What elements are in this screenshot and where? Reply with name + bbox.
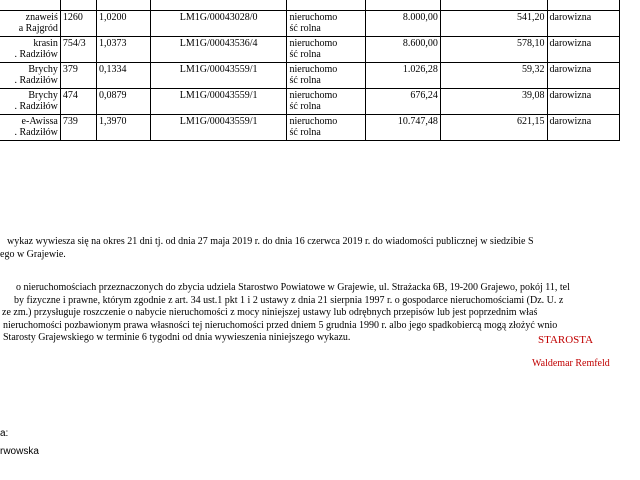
transfer-form-cell — [547, 63, 619, 89]
fee-cell — [440, 115, 547, 141]
location-cell-text — [0, 0, 58, 1]
transfer-form-cell-text: darowizna — [549, 116, 592, 127]
value-cell-text: 8.000,00 — [402, 12, 438, 23]
location-cell-text: . Radziłów — [14, 49, 58, 60]
location-cell — [0, 63, 60, 89]
property-type-cell — [287, 37, 365, 63]
land-register-cell — [150, 115, 287, 141]
location-cell — [0, 11, 60, 37]
location-cell-text: . Radziłów — [14, 127, 58, 138]
transfer-form-cell — [547, 11, 619, 37]
info-line: nieruchomości pozbawionym prawa własności tej nieruchomości przed dniem 5 grudnia 1990 r. albo jego spadkobiercą mogą złożyć wnio — [3, 319, 558, 331]
table-body — [0, 0, 620, 141]
signature-title: STAROSTA — [538, 334, 594, 346]
property-type-cell-text: nieruchomo — [289, 64, 338, 75]
location-cell-text: a Rajgród — [18, 23, 58, 34]
land-register-cell — [150, 63, 287, 89]
transfer-form-cell — [547, 0, 619, 11]
location-cell — [0, 37, 60, 63]
fee-cell-text: 621,15 — [517, 116, 545, 127]
property-type-cell — [287, 89, 365, 115]
property-type-cell-text: ść rolna — [289, 49, 321, 60]
location-cell — [0, 0, 60, 11]
table-row — [0, 11, 620, 37]
land-register-cell — [150, 37, 287, 63]
property-type-cell-text — [289, 0, 362, 1]
footer-author: rwowska — [0, 446, 39, 457]
parcel-cell-text: 739 — [62, 116, 78, 127]
location-cell-text: . Radziłów — [14, 101, 58, 112]
value-cell-text: 10.747,48 — [397, 116, 438, 127]
parcel-cell-text: 1260 — [62, 12, 83, 23]
transfer-form-cell-text: darowizna — [549, 38, 592, 49]
area-cell — [97, 0, 151, 11]
land-register-cell-text: LM1G/00043536/4 — [179, 38, 258, 49]
location-cell-text: Brychy — [28, 90, 58, 101]
property-type-cell-text: nieruchomo — [289, 12, 338, 23]
value-cell — [365, 89, 440, 115]
info-line: by fizyczne i prawne, którym zgodnie z art. 34 ust.1 pkt 1 i 2 ustawy z dnia 21 sierpnia 1997 r. o gospodarce nieruchomościami (Dz. U. z — [14, 294, 564, 306]
land-register-cell — [150, 11, 287, 37]
parcel-cell-text: 754/3 — [62, 38, 86, 49]
value-cell — [365, 115, 440, 141]
parcel-cell — [60, 63, 96, 89]
area-cell-text: 1,0200 — [99, 12, 127, 23]
property-type-cell — [287, 11, 365, 37]
property-type-cell-text: nieruchomo — [289, 90, 338, 101]
table-row — [0, 37, 620, 63]
property-type-cell — [287, 63, 365, 89]
area-cell — [97, 11, 151, 37]
area-cell-text: 0,0879 — [99, 90, 127, 101]
parcel-cell-text: 474 — [62, 90, 78, 101]
land-register-cell — [150, 89, 287, 115]
parcel-cell-text: 379 — [62, 64, 78, 75]
fee-cell — [440, 63, 547, 89]
location-cell — [0, 89, 60, 115]
property-type-cell-text: ść rolna — [289, 127, 321, 138]
value-cell — [365, 11, 440, 37]
fee-cell — [440, 37, 547, 63]
info-line: Starosty Grajewskiego w terminie 6 tygodni od dnia wywieszenia niniejszego wykazu. — [3, 332, 351, 343]
property-type-cell-text: nieruchomo — [289, 116, 338, 127]
area-cell-text: 1,3970 — [99, 116, 127, 127]
property-type-cell-text: ść rolna — [289, 101, 321, 112]
footer-label: a: — [0, 428, 9, 439]
parcel-cell — [60, 89, 96, 115]
table-row — [0, 63, 620, 89]
land-register-cell-text: LM1G/00043028/0 — [179, 12, 258, 23]
value-cell — [365, 63, 440, 89]
area-cell — [97, 89, 151, 115]
location-cell — [0, 115, 60, 141]
property-table — [0, 0, 620, 141]
parcel-cell — [60, 37, 96, 63]
location-cell-text: . Radziłów — [14, 75, 58, 86]
fee-cell-text: 39,08 — [522, 90, 545, 101]
notice-line: ego w Grajewie. — [0, 248, 66, 260]
parcel-cell — [60, 115, 96, 141]
land-register-cell-text: LM1G/00043559/1 — [179, 90, 258, 101]
value-cell — [365, 37, 440, 63]
value-cell-text: 676,24 — [410, 90, 438, 101]
value-cell — [365, 0, 440, 11]
property-type-cell — [287, 0, 365, 11]
area-cell — [97, 63, 151, 89]
area-cell-text: 1,0373 — [99, 38, 127, 49]
notice-line: wykaz wywiesza się na okres 21 dni tj. od dnia 27 maja 2019 r. do dnia 16 czerwca 2019 r. do wiadomości publicznej w siedzibie S — [7, 236, 534, 247]
transfer-form-cell — [547, 37, 619, 63]
transfer-form-cell-text: darowizna — [549, 64, 592, 75]
area-cell — [97, 37, 151, 63]
parcel-cell — [60, 11, 96, 37]
fee-cell — [440, 0, 547, 11]
table-row — [0, 0, 620, 11]
location-cell-text: krasin — [33, 38, 58, 49]
land-register-cell — [150, 0, 287, 11]
exhibition-notice — [0, 236, 640, 261]
fee-cell-text: 59,32 — [522, 64, 545, 75]
info-line: o nieruchomościach przeznaczonych do zbycia udziela Starostwo Powiatowe w Grajewie, ul. Strażacka 6B, 19-200 Grajewo, pokój 11, tel — [16, 282, 570, 293]
table-row — [0, 115, 620, 141]
property-type-cell-text: ść rolna — [289, 23, 321, 34]
transfer-form-cell — [547, 89, 619, 115]
land-register-cell-text: LM1G/00043559/1 — [179, 116, 258, 127]
value-cell-text: 8.600,00 — [402, 38, 438, 49]
fee-cell-text: 541,20 — [517, 12, 545, 23]
info-line: ze zm.) przysługuje roszczenie o nabycie nieruchomości z mocy niniejszej ustawy lub odrębnych przepisów lub jest poprzednim właś — [2, 307, 538, 318]
property-type-cell-text: nieruchomo — [289, 38, 338, 49]
value-cell-text: 1.026,28 — [402, 64, 438, 75]
transfer-form-cell — [547, 115, 619, 141]
fee-cell-text: 578,10 — [517, 38, 545, 49]
location-cell-text: Brychy — [28, 64, 58, 75]
land-register-cell-text: LM1G/00043559/1 — [179, 64, 258, 75]
property-type-cell-text: ść rolna — [289, 75, 321, 86]
property-type-cell — [287, 115, 365, 141]
parcel-cell — [60, 0, 96, 11]
fee-cell — [440, 89, 547, 115]
location-cell-text: znaweiś — [25, 12, 58, 23]
transfer-form-cell-text: darowizna — [549, 90, 592, 101]
transfer-form-cell-text: darowizna — [549, 12, 592, 23]
location-cell-text: e-Awissa — [21, 116, 58, 127]
area-cell — [97, 115, 151, 141]
table-row — [0, 89, 620, 115]
area-cell-text: 0,1334 — [99, 64, 127, 75]
signature-name: Waldemar Remfeld — [532, 358, 610, 369]
fee-cell — [440, 11, 547, 37]
